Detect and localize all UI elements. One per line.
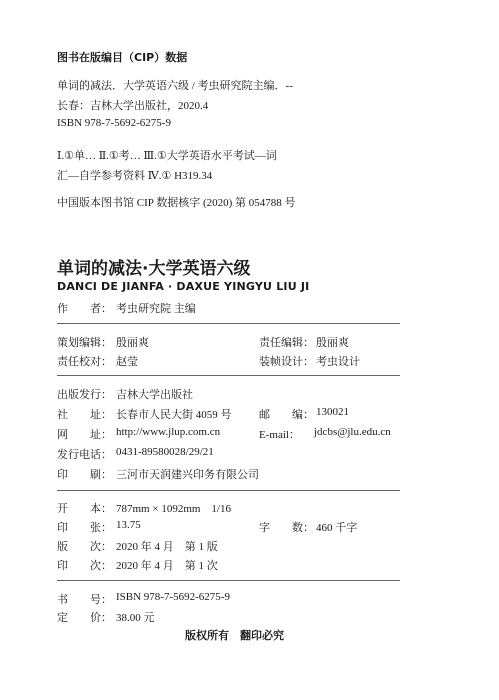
divider: [57, 375, 400, 376]
responsible-editor-value: 殷丽爽: [316, 337, 349, 349]
isbn-label: 书 号：: [57, 594, 112, 606]
cip-record-number: 中国版本图书馆 CIP 数据核字 (2020) 第 054788 号: [57, 197, 296, 209]
divider: [57, 580, 400, 581]
cip-title-line: 单词的减法．大学英语六级 / 考虫研究院主编．--: [57, 80, 293, 92]
email-label: E-mail：: [259, 429, 300, 441]
divider: [57, 490, 400, 491]
cip-publisher-line: 长春：吉林大学出版社，2020.4: [57, 100, 209, 112]
format-label: 开 本：: [57, 503, 112, 515]
printer-value: 三河市天润建兴印务有限公司: [116, 469, 259, 481]
planning-editor-value: 殷丽爽: [116, 337, 149, 349]
cip-classification-line-2: 汇—自学参考资料 Ⅳ.① H319.34: [57, 170, 213, 182]
sheets-label: 印 张：: [57, 522, 112, 534]
word-count-label: 字 数：: [259, 522, 314, 534]
phone-value: 0431-89580028/29/21: [116, 446, 214, 458]
postcode-value: 130021: [316, 406, 349, 418]
word-count-value: 460 千字: [316, 522, 358, 534]
cover-design-label: 装帧设计：: [259, 356, 314, 368]
address-value: 长春市人民大街 4059 号: [116, 409, 232, 421]
proofreader-value: 赵莹: [116, 356, 138, 368]
divider: [57, 323, 400, 324]
phone-label: 发行电话：: [57, 449, 112, 461]
printing-value: 2020 年 4 月 第 1 次: [116, 560, 218, 572]
website-label: 网 址：: [57, 429, 112, 441]
sheets-value: 13.75: [116, 519, 141, 531]
cip-heading: 图书在版编目（CIP）数据: [57, 51, 188, 64]
printer-label: 印 刷：: [57, 469, 112, 481]
responsible-editor-label: 责任编辑：: [259, 337, 314, 349]
address-label: 社 址：: [57, 409, 112, 421]
cip-classification-line: Ⅰ.①单… Ⅱ.①考… Ⅲ.①大学英语水平考试—词: [57, 150, 277, 162]
author-label: 作 者：: [57, 303, 112, 315]
website-link: http://www.jlup.com.cn: [116, 426, 221, 438]
edition-label: 版 次：: [57, 541, 112, 553]
isbn-value: ISBN 978-7-5692-6275-9: [116, 591, 230, 603]
planning-editor-label: 策划编辑：: [57, 337, 112, 349]
postcode-label: 邮 编：: [259, 409, 314, 421]
edition-value: 2020 年 4 月 第 1 版: [116, 541, 218, 553]
proofreader-label: 责任校对：: [57, 356, 112, 368]
cip-isbn-line: ISBN 978-7-5692-6275-9: [57, 117, 171, 129]
book-title: 单词的减法·大学英语六级: [57, 259, 251, 279]
copyright-notice: 版权所有 翻印必究: [185, 629, 284, 642]
publisher-value: 吉林大学出版社: [116, 389, 193, 401]
price-value: 38.00 元: [116, 612, 155, 624]
format-value: 787mm × 1092mm 1/16: [116, 503, 231, 515]
email-value: jdcbs@jlu.edu.cn: [314, 426, 391, 438]
publisher-label: 出版发行：: [57, 389, 112, 401]
author-value: 考虫研究院 主编: [116, 303, 196, 315]
price-label: 定 价：: [57, 612, 112, 624]
cover-design-value: 考虫设计: [316, 356, 360, 368]
book-title-pinyin: DANCI DE JIANFA · DAXUE YINGYU LIU JI: [57, 280, 310, 293]
printing-label: 印 次：: [57, 560, 112, 572]
